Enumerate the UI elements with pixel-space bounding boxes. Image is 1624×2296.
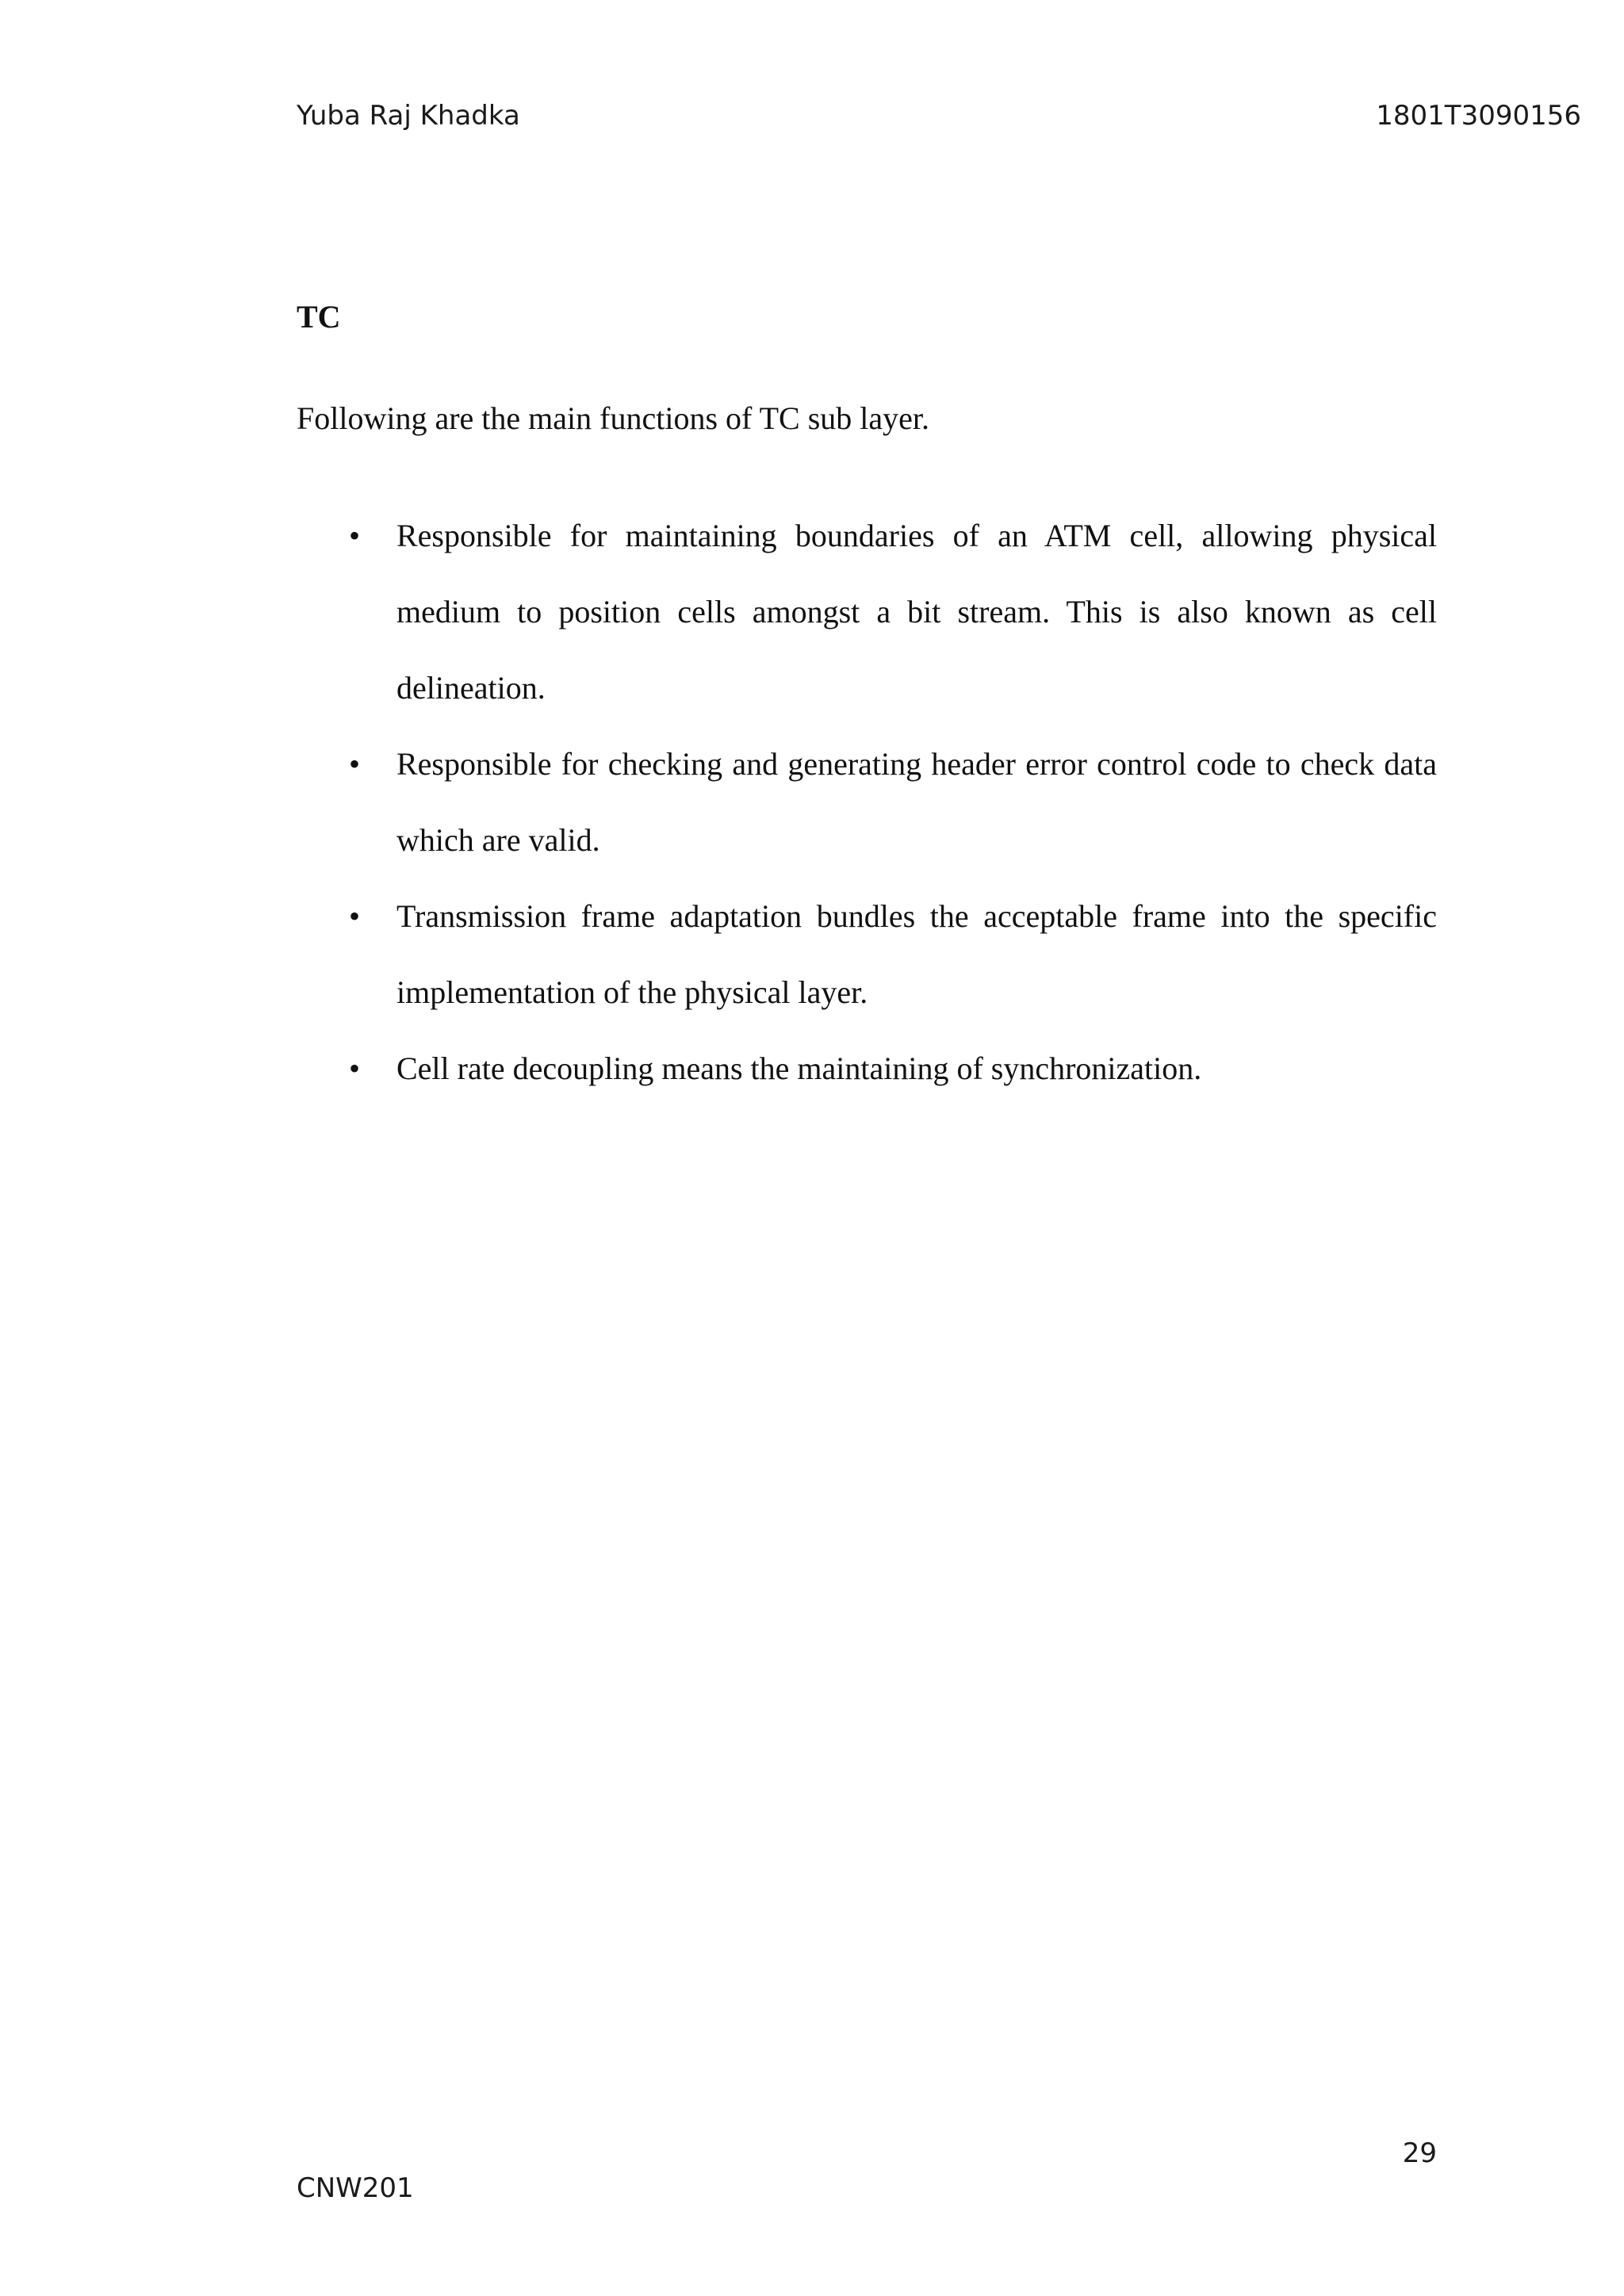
intro-paragraph: Following are the main functions of TC sub layer. — [297, 400, 930, 436]
list-item-text: Transmission frame adaptation bundles the acceptable frame into the specific implementation of the physical layer. — [396, 898, 1437, 1010]
list-item-text: Cell rate decoupling means the maintaining of synchronization. — [396, 1050, 1202, 1086]
bullet-icon: • — [349, 518, 361, 553]
bullet-icon: • — [349, 898, 361, 934]
bullet-icon: • — [349, 1050, 361, 1086]
list-item — [297, 726, 1437, 878]
list-item-text: Responsible for maintaining boundaries of an ATM cell, allowing physical medium to position cells amongst a bit stream. This is also known as cell delineation. — [396, 518, 1437, 706]
header-student-id: 1801T3090156 — [1376, 100, 1581, 132]
section-heading: TC — [297, 299, 341, 335]
bullet-list — [297, 498, 1437, 1107]
list-item — [297, 1031, 1437, 1107]
bullet-icon: • — [349, 746, 361, 782]
footer-course-code: CNW201 — [297, 2172, 414, 2204]
list-item — [297, 498, 1437, 726]
header-author-name: Yuba Raj Khadka — [297, 100, 520, 132]
list-item-text: Responsible for checking and generating header error control code to check data which are valid. — [396, 746, 1437, 858]
list-item — [297, 878, 1437, 1031]
page-number: 29 — [1402, 2137, 1437, 2169]
page-content — [297, 293, 1437, 1107]
